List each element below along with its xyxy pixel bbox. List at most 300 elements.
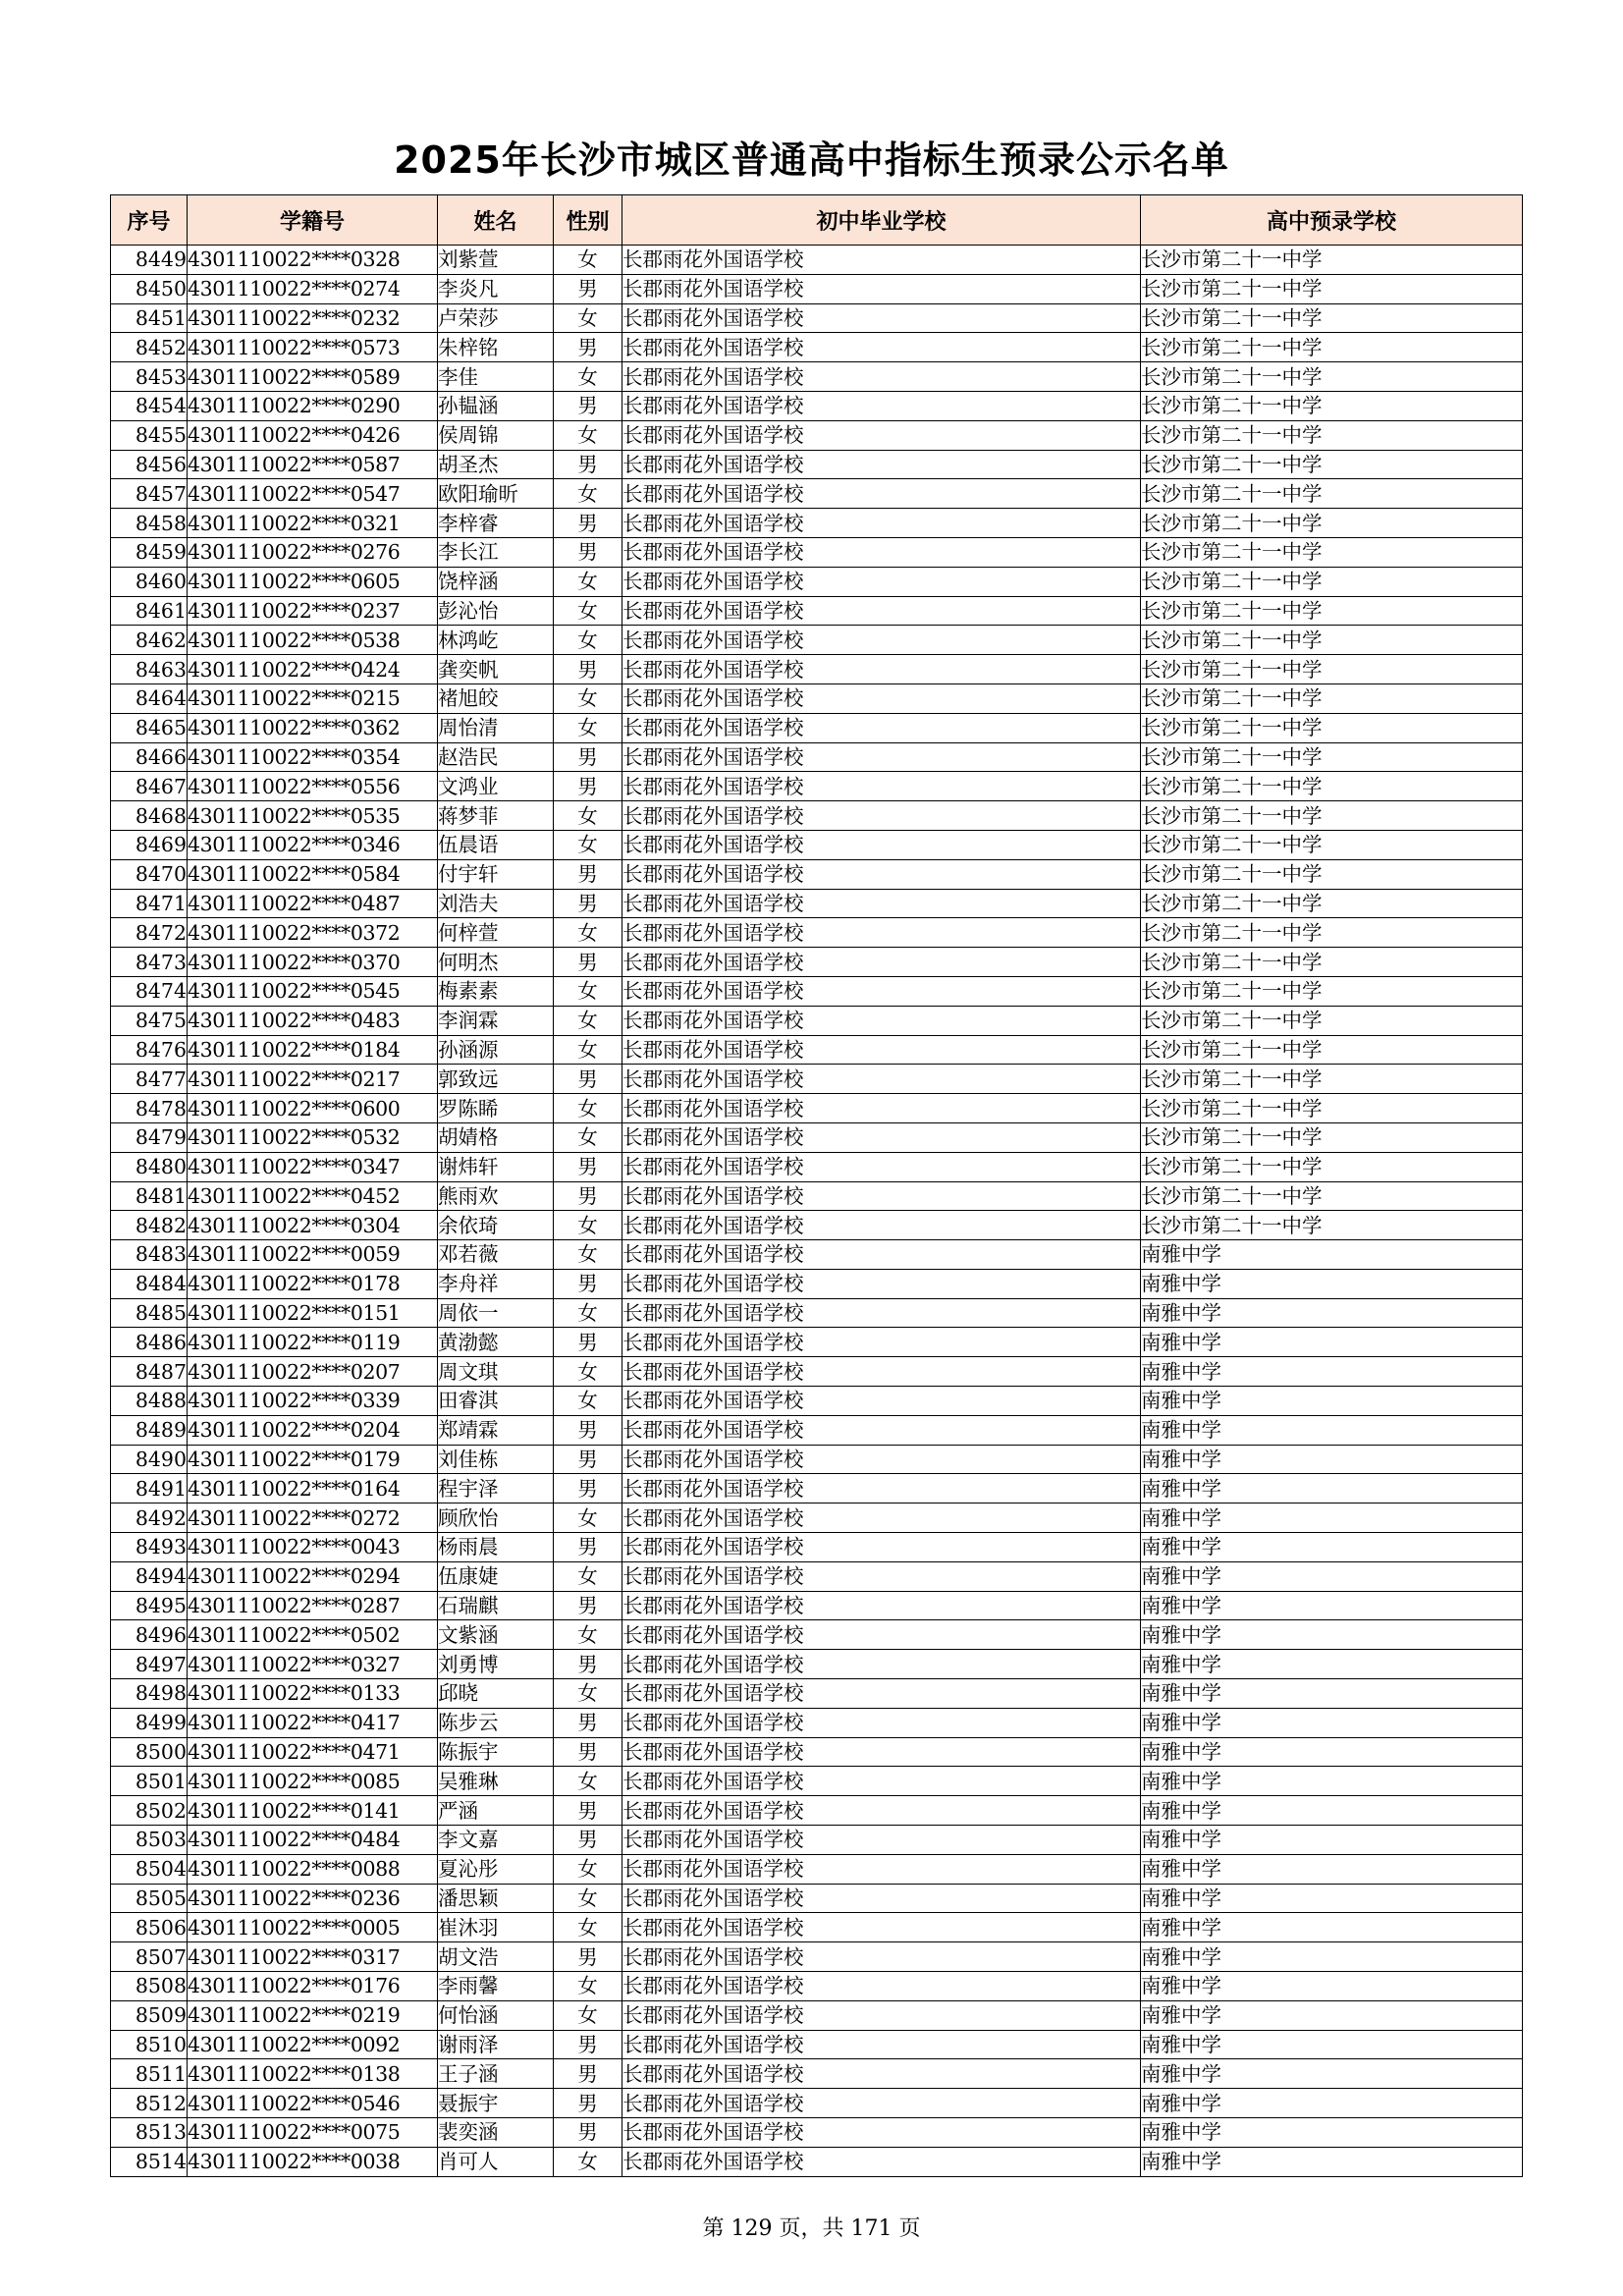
- cell-name: 吴雅琳: [438, 1767, 554, 1796]
- cell-student-id: 4301110022****0151: [188, 1298, 438, 1328]
- cell-student-id: 4301110022****0535: [188, 801, 438, 831]
- cell-name: 谢炜轩: [438, 1152, 554, 1181]
- cell-middle-school: 长郡雨花外国语学校: [622, 1620, 1141, 1650]
- cell-seq: 8503: [111, 1826, 188, 1855]
- cell-name: 严涵: [438, 1796, 554, 1826]
- cell-middle-school: 长郡雨花外国语学校: [622, 1035, 1141, 1065]
- cell-middle-school: 长郡雨花外国语学校: [622, 362, 1141, 392]
- cell-middle-school: 长郡雨花外国语学校: [622, 479, 1141, 509]
- cell-middle-school: 长郡雨花外国语学校: [622, 1591, 1141, 1620]
- cell-seq: 8488: [111, 1387, 188, 1416]
- cell-name: 何怡涵: [438, 2000, 554, 2030]
- cell-name: 胡文浩: [438, 1942, 554, 1972]
- cell-seq: 8487: [111, 1357, 188, 1387]
- cell-seq: 8458: [111, 509, 188, 538]
- cell-student-id: 4301110022****0232: [188, 303, 438, 333]
- cell-name: 胡圣杰: [438, 450, 554, 479]
- cell-sex: 男: [554, 742, 622, 772]
- cell-sex: 男: [554, 2089, 622, 2118]
- cell-sex: 男: [554, 889, 622, 918]
- cell-high-school: 南雅中学: [1141, 1884, 1523, 1913]
- cell-name: 胡婧格: [438, 1122, 554, 1152]
- cell-student-id: 4301110022****0059: [188, 1240, 438, 1270]
- cell-name: 侯周锦: [438, 420, 554, 450]
- table-row: [111, 1122, 1523, 1152]
- cell-sex: 男: [554, 1826, 622, 1855]
- cell-seq: 8471: [111, 889, 188, 918]
- cell-student-id: 4301110022****0317: [188, 1942, 438, 1972]
- cell-seq: 8485: [111, 1298, 188, 1328]
- cell-high-school: 南雅中学: [1141, 2000, 1523, 2030]
- cell-high-school: 长沙市第二十一中学: [1141, 537, 1523, 567]
- cell-name: 罗陈睎: [438, 1094, 554, 1123]
- table-row: [111, 889, 1523, 918]
- cell-seq: 8455: [111, 420, 188, 450]
- cell-sex: 女: [554, 246, 622, 275]
- cell-high-school: 南雅中学: [1141, 1737, 1523, 1767]
- cell-name: 孙韫涵: [438, 391, 554, 420]
- cell-name: 赵浩民: [438, 742, 554, 772]
- cell-sex: 女: [554, 1240, 622, 1270]
- cell-high-school: 长沙市第二十一中学: [1141, 1035, 1523, 1065]
- cell-middle-school: 长郡雨花外国语学校: [622, 333, 1141, 362]
- cell-high-school: 长沙市第二十一中学: [1141, 1181, 1523, 1211]
- cell-name: 褚旭皎: [438, 683, 554, 713]
- cell-student-id: 4301110022****0327: [188, 1650, 438, 1679]
- cell-student-id: 4301110022****0483: [188, 1006, 438, 1035]
- table-row: [111, 1972, 1523, 2001]
- cell-name: 林鸿屹: [438, 626, 554, 655]
- cell-sex: 女: [554, 1035, 622, 1065]
- table-row: [111, 2059, 1523, 2089]
- cell-name: 周怡清: [438, 713, 554, 742]
- cell-name: 卢荣莎: [438, 303, 554, 333]
- cell-middle-school: 长郡雨花外国语学校: [622, 1884, 1141, 1913]
- table-row: [111, 1328, 1523, 1357]
- cell-seq: 8462: [111, 626, 188, 655]
- cell-middle-school: 长郡雨花外国语学校: [622, 2000, 1141, 2030]
- cell-seq: 8465: [111, 713, 188, 742]
- table-row: [111, 948, 1523, 977]
- table-row: [111, 1445, 1523, 1474]
- table-row: [111, 1942, 1523, 1972]
- cell-seq: 8484: [111, 1269, 188, 1298]
- cell-seq: 8457: [111, 479, 188, 509]
- cell-sex: 男: [554, 1269, 622, 1298]
- cell-student-id: 4301110022****0417: [188, 1708, 438, 1737]
- cell-seq: 8468: [111, 801, 188, 831]
- cell-name: 彭沁怡: [438, 596, 554, 626]
- cell-sex: 男: [554, 1591, 622, 1620]
- cell-high-school: 南雅中学: [1141, 1650, 1523, 1679]
- cell-name: 邓若薇: [438, 1240, 554, 1270]
- cell-middle-school: 长郡雨花外国语学校: [622, 1561, 1141, 1591]
- col-header-sex: 性别: [554, 195, 622, 246]
- cell-high-school: 长沙市第二十一中学: [1141, 742, 1523, 772]
- cell-middle-school: 长郡雨花外国语学校: [622, 1152, 1141, 1181]
- cell-high-school: 南雅中学: [1141, 1474, 1523, 1503]
- cell-middle-school: 长郡雨花外国语学校: [622, 1415, 1141, 1445]
- cell-name: 杨雨晨: [438, 1533, 554, 1562]
- cell-sex: 男: [554, 859, 622, 889]
- cell-seq: 8502: [111, 1796, 188, 1826]
- cell-middle-school: 长郡雨花外国语学校: [622, 2030, 1141, 2059]
- table-row: [111, 1533, 1523, 1562]
- cell-sex: 男: [554, 2118, 622, 2148]
- table-row: [111, 1065, 1523, 1094]
- cell-sex: 男: [554, 391, 622, 420]
- cell-sex: 男: [554, 772, 622, 801]
- cell-name: 梅素素: [438, 976, 554, 1006]
- table-row: [111, 479, 1523, 509]
- cell-sex: 女: [554, 420, 622, 450]
- cell-sex: 女: [554, 567, 622, 596]
- table-row: [111, 391, 1523, 420]
- table-row: [111, 1035, 1523, 1065]
- table-row: [111, 1884, 1523, 1913]
- table-row: [111, 1474, 1523, 1503]
- cell-high-school: 南雅中学: [1141, 1298, 1523, 1328]
- cell-student-id: 4301110022****0290: [188, 391, 438, 420]
- cell-middle-school: 长郡雨花外国语学校: [622, 918, 1141, 948]
- cell-sex: 女: [554, 1884, 622, 1913]
- cell-name: 李雨馨: [438, 1972, 554, 2001]
- cell-name: 陈振宇: [438, 1737, 554, 1767]
- cell-high-school: 南雅中学: [1141, 1328, 1523, 1357]
- table-row: [111, 1561, 1523, 1591]
- cell-middle-school: 长郡雨花外国语学校: [622, 1708, 1141, 1737]
- cell-name: 文紫涵: [438, 1620, 554, 1650]
- cell-seq: 8490: [111, 1445, 188, 1474]
- cell-middle-school: 长郡雨花外国语学校: [622, 1854, 1141, 1884]
- cell-high-school: 长沙市第二十一中学: [1141, 567, 1523, 596]
- cell-name: 聂振宇: [438, 2089, 554, 2118]
- table-row: [111, 537, 1523, 567]
- cell-middle-school: 长郡雨花外国语学校: [622, 2059, 1141, 2089]
- cell-student-id: 4301110022****0573: [188, 333, 438, 362]
- cell-sex: 女: [554, 1913, 622, 1942]
- cell-middle-school: 长郡雨花外国语学校: [622, 274, 1141, 303]
- cell-seq: 8452: [111, 333, 188, 362]
- cell-high-school: 长沙市第二十一中学: [1141, 830, 1523, 859]
- cell-high-school: 南雅中学: [1141, 1913, 1523, 1942]
- cell-name: 文鸿业: [438, 772, 554, 801]
- col-header-seq: 序号: [111, 195, 188, 246]
- cell-student-id: 4301110022****0141: [188, 1796, 438, 1826]
- cell-sex: 男: [554, 1474, 622, 1503]
- cell-seq: 8483: [111, 1240, 188, 1270]
- cell-high-school: 长沙市第二十一中学: [1141, 976, 1523, 1006]
- cell-name: 肖可人: [438, 2147, 554, 2176]
- table-row: [111, 1767, 1523, 1796]
- cell-student-id: 4301110022****0287: [188, 1591, 438, 1620]
- cell-seq: 8504: [111, 1854, 188, 1884]
- cell-high-school: 南雅中学: [1141, 2089, 1523, 2118]
- cell-middle-school: 长郡雨花外国语学校: [622, 1211, 1141, 1240]
- cell-seq: 8478: [111, 1094, 188, 1123]
- cell-high-school: 长沙市第二十一中学: [1141, 1122, 1523, 1152]
- cell-high-school: 长沙市第二十一中学: [1141, 859, 1523, 889]
- cell-middle-school: 长郡雨花外国语学校: [622, 509, 1141, 538]
- cell-sex: 女: [554, 830, 622, 859]
- cell-high-school: 长沙市第二十一中学: [1141, 801, 1523, 831]
- cell-middle-school: 长郡雨花外国语学校: [622, 1942, 1141, 1972]
- cell-sex: 女: [554, 626, 622, 655]
- cell-seq: 8489: [111, 1415, 188, 1445]
- table-row: [111, 2000, 1523, 2030]
- cell-high-school: 南雅中学: [1141, 1972, 1523, 2001]
- cell-seq: 8501: [111, 1767, 188, 1796]
- cell-seq: 8486: [111, 1328, 188, 1357]
- table-row: [111, 1357, 1523, 1387]
- cell-student-id: 4301110022****0272: [188, 1503, 438, 1533]
- cell-high-school: 长沙市第二十一中学: [1141, 596, 1523, 626]
- cell-student-id: 4301110022****0346: [188, 830, 438, 859]
- cell-student-id: 4301110022****0584: [188, 859, 438, 889]
- cell-high-school: 长沙市第二十一中学: [1141, 1065, 1523, 1094]
- cell-student-id: 4301110022****0354: [188, 742, 438, 772]
- cell-high-school: 南雅中学: [1141, 1767, 1523, 1796]
- cell-name: 刘佳栋: [438, 1445, 554, 1474]
- cell-name: 刘浩夫: [438, 889, 554, 918]
- cell-high-school: 南雅中学: [1141, 2059, 1523, 2089]
- cell-high-school: 南雅中学: [1141, 2030, 1523, 2059]
- cell-name: 何梓萱: [438, 918, 554, 948]
- cell-seq: 8467: [111, 772, 188, 801]
- cell-high-school: 南雅中学: [1141, 1357, 1523, 1387]
- table-row: [111, 1387, 1523, 1416]
- table-row: [111, 362, 1523, 392]
- cell-seq: 8474: [111, 976, 188, 1006]
- table-row: [111, 1269, 1523, 1298]
- cell-sex: 女: [554, 2000, 622, 2030]
- cell-high-school: 南雅中学: [1141, 1854, 1523, 1884]
- cell-high-school: 南雅中学: [1141, 2118, 1523, 2148]
- cell-seq: 8464: [111, 683, 188, 713]
- cell-seq: 8505: [111, 1884, 188, 1913]
- col-header-student-id: 学籍号: [188, 195, 438, 246]
- table-row: [111, 1211, 1523, 1240]
- cell-high-school: 长沙市第二十一中学: [1141, 772, 1523, 801]
- cell-sex: 男: [554, 1065, 622, 1094]
- cell-seq: 8451: [111, 303, 188, 333]
- table-row: [111, 713, 1523, 742]
- cell-name: 李文嘉: [438, 1826, 554, 1855]
- cell-high-school: 长沙市第二十一中学: [1141, 1094, 1523, 1123]
- cell-middle-school: 长郡雨花外国语学校: [622, 859, 1141, 889]
- cell-middle-school: 长郡雨花外国语学校: [622, 303, 1141, 333]
- table-row: [111, 1152, 1523, 1181]
- cell-sex: 男: [554, 1533, 622, 1562]
- cell-seq: 8475: [111, 1006, 188, 1035]
- cell-student-id: 4301110022****0075: [188, 2118, 438, 2148]
- cell-high-school: 长沙市第二十一中学: [1141, 655, 1523, 684]
- cell-student-id: 4301110022****0545: [188, 976, 438, 1006]
- cell-name: 黄渤懿: [438, 1328, 554, 1357]
- cell-student-id: 4301110022****0587: [188, 450, 438, 479]
- cell-middle-school: 长郡雨花外国语学校: [622, 772, 1141, 801]
- cell-high-school: 南雅中学: [1141, 1620, 1523, 1650]
- cell-name: 裴奕涵: [438, 2118, 554, 2148]
- table-row: [111, 1591, 1523, 1620]
- cell-sex: 女: [554, 1006, 622, 1035]
- cell-middle-school: 长郡雨花外国语学校: [622, 1240, 1141, 1270]
- cell-name: 周依一: [438, 1298, 554, 1328]
- cell-seq: 8479: [111, 1122, 188, 1152]
- table-row: [111, 1650, 1523, 1679]
- cell-high-school: 南雅中学: [1141, 1591, 1523, 1620]
- cell-seq: 8512: [111, 2089, 188, 2118]
- cell-sex: 女: [554, 2147, 622, 2176]
- table-row: [111, 1503, 1523, 1533]
- cell-student-id: 4301110022****0178: [188, 1269, 438, 1298]
- cell-high-school: 南雅中学: [1141, 1533, 1523, 1562]
- cell-sex: 男: [554, 450, 622, 479]
- cell-high-school: 长沙市第二十一中学: [1141, 509, 1523, 538]
- table-row: [111, 742, 1523, 772]
- cell-middle-school: 长郡雨花外国语学校: [622, 626, 1141, 655]
- cell-seq: 8513: [111, 2118, 188, 2148]
- cell-name: 李润霖: [438, 1006, 554, 1035]
- cell-student-id: 4301110022****0589: [188, 362, 438, 392]
- table-row: [111, 596, 1523, 626]
- cell-name: 饶梓涵: [438, 567, 554, 596]
- cell-sex: 女: [554, 1503, 622, 1533]
- cell-sex: 女: [554, 1387, 622, 1416]
- cell-student-id: 4301110022****0236: [188, 1884, 438, 1913]
- cell-student-id: 4301110022****0502: [188, 1620, 438, 1650]
- cell-sex: 女: [554, 1679, 622, 1709]
- cell-high-school: 长沙市第二十一中学: [1141, 391, 1523, 420]
- cell-sex: 男: [554, 1650, 622, 1679]
- cell-student-id: 4301110022****0546: [188, 2089, 438, 2118]
- cell-student-id: 4301110022****0043: [188, 1533, 438, 1562]
- cell-sex: 男: [554, 1328, 622, 1357]
- col-header-middle-school: 初中毕业学校: [622, 195, 1141, 246]
- cell-sex: 男: [554, 537, 622, 567]
- cell-student-id: 4301110022****0133: [188, 1679, 438, 1709]
- cell-sex: 男: [554, 274, 622, 303]
- table-row: [111, 1006, 1523, 1035]
- cell-name: 何明杰: [438, 948, 554, 977]
- cell-middle-school: 长郡雨花外国语学校: [622, 948, 1141, 977]
- cell-seq: 8480: [111, 1152, 188, 1181]
- cell-name: 程宇泽: [438, 1474, 554, 1503]
- cell-middle-school: 长郡雨花外国语学校: [622, 1298, 1141, 1328]
- cell-name: 陈步云: [438, 1708, 554, 1737]
- cell-name: 李炎凡: [438, 274, 554, 303]
- cell-high-school: 长沙市第二十一中学: [1141, 713, 1523, 742]
- cell-sex: 女: [554, 1357, 622, 1387]
- cell-middle-school: 长郡雨花外国语学校: [622, 1006, 1141, 1035]
- table-row: [111, 567, 1523, 596]
- cell-middle-school: 长郡雨花外国语学校: [622, 1972, 1141, 2001]
- cell-high-school: 长沙市第二十一中学: [1141, 420, 1523, 450]
- cell-sex: 女: [554, 479, 622, 509]
- cell-high-school: 南雅中学: [1141, 1796, 1523, 1826]
- cell-sex: 男: [554, 1181, 622, 1211]
- cell-high-school: 长沙市第二十一中学: [1141, 683, 1523, 713]
- cell-seq: 8473: [111, 948, 188, 977]
- table-row: [111, 1679, 1523, 1709]
- cell-sex: 男: [554, 333, 622, 362]
- cell-sex: 女: [554, 1298, 622, 1328]
- table-row: [111, 830, 1523, 859]
- cell-middle-school: 长郡雨花外国语学校: [622, 1474, 1141, 1503]
- cell-middle-school: 长郡雨花外国语学校: [622, 1357, 1141, 1387]
- cell-middle-school: 长郡雨花外国语学校: [622, 1767, 1141, 1796]
- cell-seq: 8495: [111, 1591, 188, 1620]
- cell-middle-school: 长郡雨花外国语学校: [622, 391, 1141, 420]
- cell-high-school: 南雅中学: [1141, 1826, 1523, 1855]
- cell-sex: 男: [554, 1415, 622, 1445]
- cell-sex: 女: [554, 976, 622, 1006]
- cell-middle-school: 长郡雨花外国语学校: [622, 1181, 1141, 1211]
- cell-seq: 8510: [111, 2030, 188, 2059]
- cell-sex: 女: [554, 1122, 622, 1152]
- cell-student-id: 4301110022****0276: [188, 537, 438, 567]
- cell-seq: 8476: [111, 1035, 188, 1065]
- cell-seq: 8460: [111, 567, 188, 596]
- cell-student-id: 4301110022****0347: [188, 1152, 438, 1181]
- cell-high-school: 长沙市第二十一中学: [1141, 1006, 1523, 1035]
- table-row: [111, 1298, 1523, 1328]
- cell-sex: 女: [554, 801, 622, 831]
- cell-middle-school: 长郡雨花外国语学校: [622, 1826, 1141, 1855]
- cell-high-school: 长沙市第二十一中学: [1141, 1152, 1523, 1181]
- cell-seq: 8492: [111, 1503, 188, 1533]
- cell-student-id: 4301110022****0452: [188, 1181, 438, 1211]
- cell-middle-school: 长郡雨花外国语学校: [622, 246, 1141, 275]
- cell-seq: 8506: [111, 1913, 188, 1942]
- cell-sex: 男: [554, 948, 622, 977]
- cell-middle-school: 长郡雨花外国语学校: [622, 1737, 1141, 1767]
- cell-name: 潘思颖: [438, 1884, 554, 1913]
- table-row: [111, 683, 1523, 713]
- cell-seq: 8494: [111, 1561, 188, 1591]
- cell-seq: 8514: [111, 2147, 188, 2176]
- cell-seq: 8456: [111, 450, 188, 479]
- cell-high-school: 长沙市第二十一中学: [1141, 303, 1523, 333]
- cell-seq: 8477: [111, 1065, 188, 1094]
- cell-high-school: 南雅中学: [1141, 1561, 1523, 1591]
- cell-seq: 8472: [111, 918, 188, 948]
- cell-name: 孙涵源: [438, 1035, 554, 1065]
- cell-high-school: 长沙市第二十一中学: [1141, 1211, 1523, 1240]
- cell-name: 邱晓: [438, 1679, 554, 1709]
- cell-sex: 男: [554, 509, 622, 538]
- cell-student-id: 4301110022****0328: [188, 246, 438, 275]
- cell-seq: 8461: [111, 596, 188, 626]
- cell-high-school: 南雅中学: [1141, 2147, 1523, 2176]
- cell-name: 周文琪: [438, 1357, 554, 1387]
- cell-seq: 8507: [111, 1942, 188, 1972]
- cell-middle-school: 长郡雨花外国语学校: [622, 1445, 1141, 1474]
- cell-middle-school: 长郡雨花外国语学校: [622, 830, 1141, 859]
- cell-student-id: 4301110022****0038: [188, 2147, 438, 2176]
- cell-sex: 女: [554, 1211, 622, 1240]
- table-row: [111, 1708, 1523, 1737]
- cell-seq: 8450: [111, 274, 188, 303]
- cell-student-id: 4301110022****0605: [188, 567, 438, 596]
- cell-seq: 8453: [111, 362, 188, 392]
- cell-student-id: 4301110022****0092: [188, 2030, 438, 2059]
- cell-name: 郭致远: [438, 1065, 554, 1094]
- cell-seq: 8469: [111, 830, 188, 859]
- cell-student-id: 4301110022****0372: [188, 918, 438, 948]
- cell-sex: 男: [554, 1708, 622, 1737]
- table-row: [111, 1240, 1523, 1270]
